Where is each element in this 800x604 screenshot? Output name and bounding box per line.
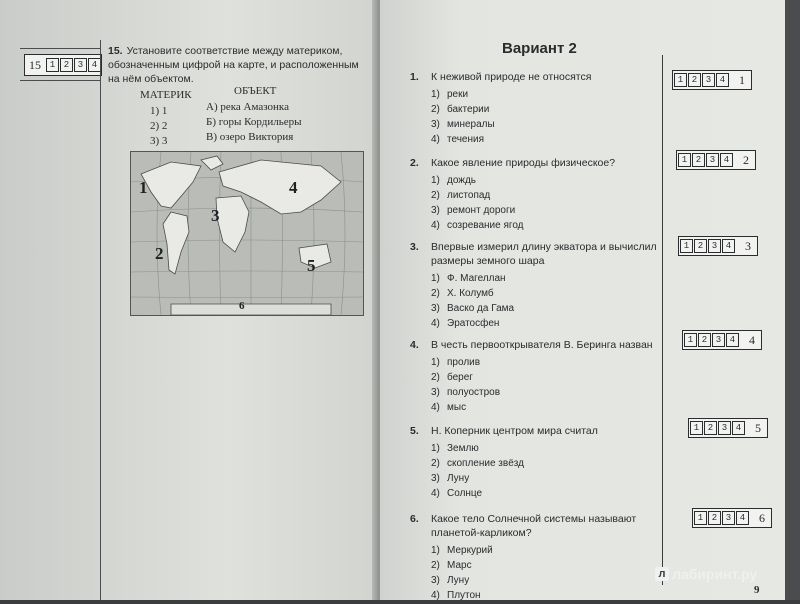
question-text: Н. Коперник центром мира считал	[431, 425, 598, 437]
continent-item: 2) 2	[150, 120, 168, 132]
answer-cell[interactable]: 1	[674, 73, 687, 87]
options-list	[431, 272, 672, 332]
question-text: Впервые измерил длину экватора и вычислил размеры земного шара	[431, 241, 657, 267]
question-4	[410, 338, 672, 416]
page-number: 9	[754, 584, 760, 596]
object-item: А) река Амазонка	[206, 101, 289, 113]
object-item: В) озеро Виктория	[206, 131, 294, 143]
answer-box-number: 1	[739, 72, 745, 87]
option[interactable]: 1) дождь	[431, 175, 477, 186]
question-text: В честь первооткрывателя В. Беринга назван	[431, 339, 653, 351]
q15-answer-box[interactable]	[24, 54, 102, 76]
option[interactable]: 1) Ф. Магеллан	[431, 273, 506, 284]
option[interactable]: 2) Х. Колумб	[431, 288, 494, 299]
question-text: Какое тело Солнечной системы называют планетой-карликом?	[431, 513, 637, 539]
rule-top	[20, 48, 100, 49]
map-label-1: 1	[139, 178, 148, 197]
options-list	[431, 544, 672, 604]
option[interactable]: 1) реки	[431, 89, 469, 100]
answer-cell[interactable]: 1	[690, 421, 703, 435]
map-label-3: 3	[211, 206, 220, 225]
answer-cell[interactable]: 2	[692, 153, 705, 167]
option[interactable]: 3) Васко да Гама	[431, 303, 515, 314]
question-number: 3.	[410, 241, 419, 253]
option[interactable]: 2) скопление звёзд	[431, 458, 524, 469]
answer-box-number: 2	[743, 152, 749, 167]
answer-cell[interactable]: 4	[722, 239, 735, 253]
option[interactable]: 2) листопад	[431, 190, 491, 201]
option[interactable]: 3) минералы	[431, 119, 495, 130]
question-number: 5.	[410, 425, 419, 437]
object-list	[206, 100, 302, 145]
option[interactable]: 2) бактерии	[431, 104, 490, 115]
answer-cell[interactable]: 2	[698, 333, 711, 347]
options-list	[431, 356, 672, 416]
answer-cell[interactable]: 4	[736, 511, 749, 525]
margin-line	[100, 40, 101, 600]
option[interactable]: 4) Эратосфен	[431, 318, 500, 329]
question-number: 1.	[410, 71, 419, 83]
q15-box-number: 15	[29, 57, 41, 72]
answer-cell[interactable]: 2	[694, 239, 707, 253]
option[interactable]: 2) берег	[431, 372, 473, 383]
option[interactable]: 3) Луну	[431, 473, 470, 484]
page-edge	[785, 0, 800, 600]
option[interactable]: 4) мыс	[431, 402, 467, 413]
answer-cell[interactable]: 4	[716, 73, 729, 87]
question-number: 2.	[410, 157, 419, 169]
question-3	[410, 240, 672, 332]
answer-cell[interactable]: 1	[46, 58, 59, 72]
q15-text: Установите соответствие между материком, обозначенным цифрой на карте, и расположенным на нём объектом.	[108, 45, 359, 85]
answer-box-number: 4	[749, 332, 755, 347]
question-number: 6.	[410, 513, 419, 525]
answer-cell[interactable]: 3	[708, 239, 721, 253]
answer-cell[interactable]: 2	[688, 73, 701, 87]
options-list	[431, 174, 672, 234]
q15-number: 15.	[108, 45, 123, 57]
answer-cell[interactable]: 1	[680, 239, 693, 253]
answer-box-number: 3	[745, 238, 751, 253]
options-list	[431, 442, 672, 502]
answer-cell[interactable]: 3	[718, 421, 731, 435]
continent-item: 3) 3	[150, 135, 168, 147]
answer-cell[interactable]: 3	[722, 511, 735, 525]
answer-box-3[interactable]	[678, 236, 758, 256]
rule-bottom	[20, 80, 100, 81]
labyrinth-logo-icon: л	[655, 567, 669, 581]
option[interactable]: 1) Меркурий	[431, 545, 493, 556]
answer-box-6[interactable]	[692, 508, 772, 528]
world-map-graphic	[131, 152, 363, 315]
object-item: Б) горы Кордильеры	[206, 116, 302, 128]
question-5	[410, 424, 672, 502]
option[interactable]: 3) Луну	[431, 575, 470, 586]
answer-box-1[interactable]	[672, 70, 752, 90]
option[interactable]: 3) ремонт дороги	[431, 205, 516, 216]
left-page	[0, 0, 378, 600]
answer-cell[interactable]: 2	[704, 421, 717, 435]
answer-box-number: 6	[759, 510, 765, 525]
question-number: 4.	[410, 339, 419, 351]
col-head-object: ОБЪЕКТ	[234, 85, 277, 97]
q15-question	[108, 44, 368, 86]
answer-cell[interactable]: 3	[706, 153, 719, 167]
answer-cell[interactable]: 3	[702, 73, 715, 87]
question-1	[410, 70, 672, 148]
answer-cell[interactable]: 4	[732, 421, 745, 435]
answer-box-4[interactable]	[682, 330, 762, 350]
question-text: Какое явление природы физическое?	[431, 157, 616, 169]
answer-cell[interactable]: 2	[708, 511, 721, 525]
option[interactable]: 4) Плутон	[431, 590, 481, 601]
continent-list	[150, 104, 167, 149]
answer-box-2[interactable]	[676, 150, 756, 170]
question-text: К неживой природе не относятся	[431, 71, 592, 83]
option[interactable]: 4) Солнце	[431, 488, 483, 499]
option[interactable]: 2) Марс	[431, 560, 472, 571]
question-6	[410, 512, 672, 604]
answer-box-5[interactable]	[688, 418, 768, 438]
answer-cell[interactable]: 4	[88, 58, 101, 72]
map-label-6: 6	[239, 300, 245, 312]
answer-cell[interactable]: 3	[74, 58, 87, 72]
options-list	[431, 88, 672, 148]
answer-cell[interactable]: 2	[60, 58, 73, 72]
answer-cell[interactable]: 1	[694, 511, 707, 525]
option[interactable]: 1) Землю	[431, 443, 479, 454]
variant-title: Вариант 2	[502, 40, 577, 57]
map-label-5: 5	[307, 256, 316, 275]
watermark-text: лабиринт.ру	[672, 566, 758, 582]
answer-cell[interactable]: 1	[684, 333, 697, 347]
question-2	[410, 156, 672, 234]
answer-cell[interactable]: 3	[712, 333, 725, 347]
col-head-continent: МАТЕРИК	[140, 89, 192, 101]
option[interactable]: 3) полуостров	[431, 387, 501, 398]
answer-cell[interactable]: 4	[726, 333, 739, 347]
answer-cell[interactable]: 4	[720, 153, 733, 167]
map-label-4: 4	[289, 178, 298, 197]
world-map	[130, 151, 364, 316]
answer-cell[interactable]: 1	[678, 153, 691, 167]
continent-item: 1) 1	[150, 105, 168, 117]
option[interactable]: 1) пролив	[431, 357, 481, 368]
answer-box-number: 5	[755, 420, 761, 435]
map-label-2: 2	[155, 244, 164, 263]
option[interactable]: 4) течения	[431, 134, 484, 145]
option[interactable]: 4) созревание ягод	[431, 220, 524, 231]
watermark	[655, 566, 757, 582]
